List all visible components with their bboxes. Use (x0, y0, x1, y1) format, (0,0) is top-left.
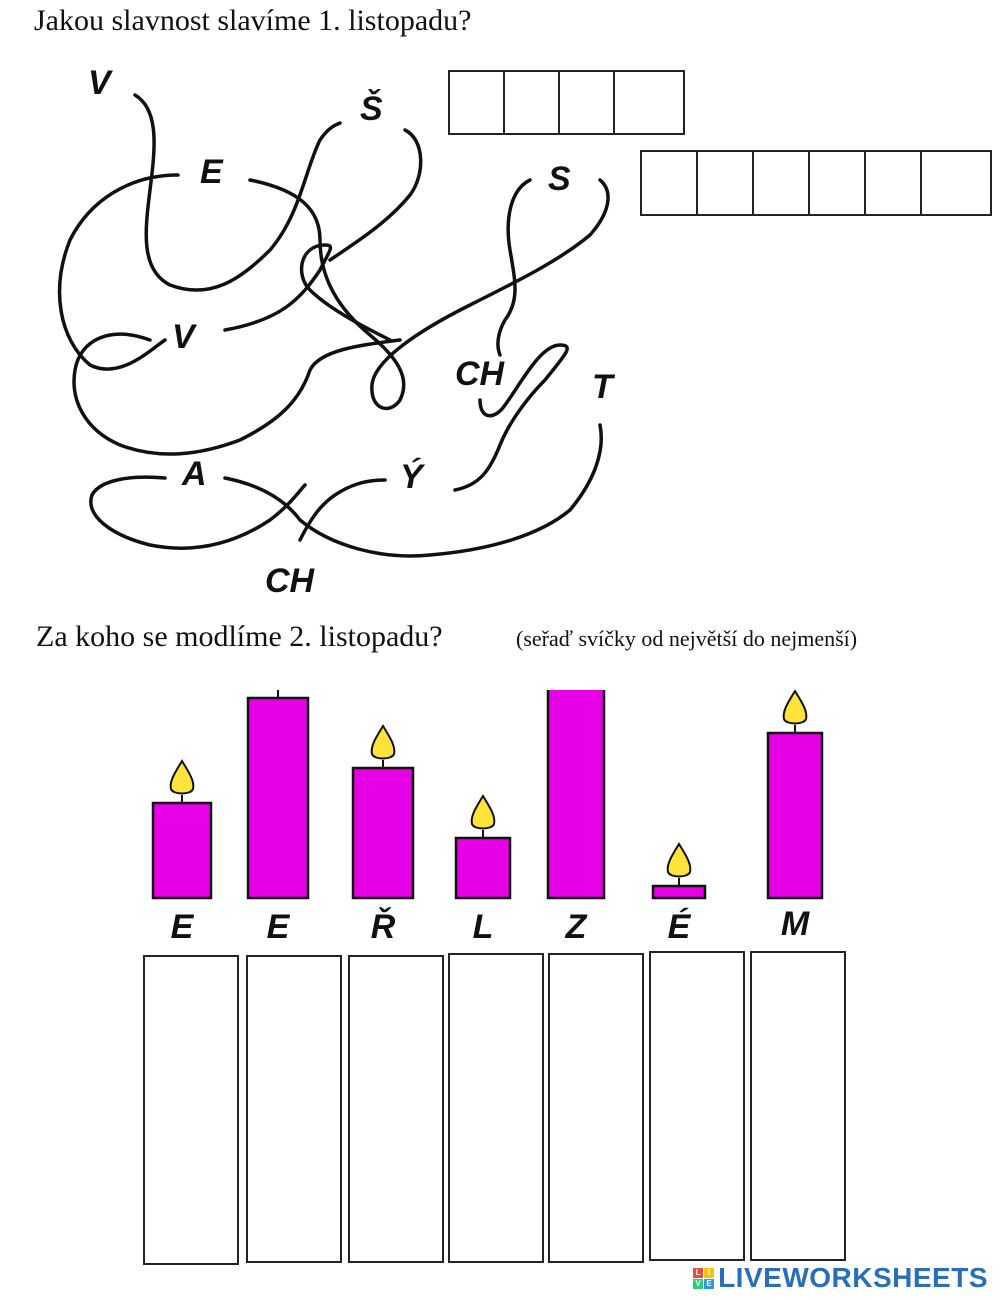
candle-body (248, 698, 308, 898)
maze-letter: Ý (400, 458, 423, 496)
candle-letter: Ř (370, 908, 396, 946)
candle-letter: É (667, 908, 691, 946)
logo-letter: I (704, 1268, 714, 1278)
candle-body (548, 690, 604, 898)
maze-letter: E (200, 153, 223, 191)
candle-body (653, 886, 705, 898)
candle-answer-box[interactable] (750, 951, 846, 1261)
candles-illustration (0, 690, 1000, 920)
answer-word-1-boxes (448, 70, 685, 135)
candle-answer-box[interactable] (348, 955, 444, 1263)
letter-input-box[interactable] (864, 150, 922, 216)
candle (548, 690, 604, 898)
candle-letter: L (472, 908, 494, 946)
candle-flame-icon (668, 844, 691, 877)
letter-input-box[interactable] (920, 150, 992, 216)
maze-letter: Š (360, 90, 383, 128)
candle-body (153, 803, 211, 898)
logo-letter: V (693, 1279, 703, 1289)
candle-body (353, 768, 413, 898)
logo-letter: L (693, 1268, 703, 1278)
candle-letter: Z (565, 908, 587, 946)
candle-body (768, 733, 822, 898)
candle-answer-box[interactable] (649, 951, 745, 1261)
candle-flame-icon (372, 726, 395, 759)
maze-letter: S (548, 160, 571, 198)
question-2-title: Za koho se modlíme 2. listopadu? (36, 620, 443, 653)
candle-body (456, 838, 510, 898)
maze-letter: V (88, 64, 111, 102)
candle (353, 726, 413, 898)
brand-name: LIVEWORKSHEETS (718, 1262, 988, 1293)
candle-answer-box[interactable] (548, 953, 644, 1263)
candle-flame-icon (472, 796, 495, 829)
candle-flame-icon (171, 761, 194, 794)
letter-input-box[interactable] (503, 70, 560, 135)
liveworksheets-logo-icon (693, 1268, 714, 1289)
maze-letter: CH (265, 562, 315, 600)
candle (768, 691, 822, 898)
candle (153, 761, 211, 898)
letter-input-box[interactable] (613, 70, 685, 135)
letter-input-box[interactable] (448, 70, 505, 135)
letter-input-box[interactable] (558, 70, 615, 135)
answer-word-2-boxes (640, 150, 992, 216)
maze-letter: CH (455, 355, 505, 393)
maze-letter: A (182, 455, 207, 493)
candle-answer-box[interactable] (143, 955, 239, 1265)
letter-input-box[interactable] (752, 150, 810, 216)
question-1-title: Jakou slavnost slavíme 1. listopadu? (34, 4, 472, 37)
candle-answer-box[interactable] (246, 955, 342, 1263)
maze-letter: V (172, 318, 195, 356)
question-2-hint: (seřaď svíčky od největší do nejmenší) (516, 626, 858, 651)
candle-letter: E (170, 908, 194, 946)
candle (456, 796, 510, 898)
logo-letter: E (704, 1279, 714, 1289)
letter-input-box[interactable] (696, 150, 754, 216)
candle (248, 690, 308, 898)
letter-input-box[interactable] (640, 150, 698, 216)
candle-letter: M (780, 905, 810, 943)
liveworksheets-brand (693, 1262, 988, 1294)
candle-letter: E (266, 908, 290, 946)
maze-letter: T (592, 368, 613, 406)
candle (653, 844, 705, 898)
letter-input-box[interactable] (808, 150, 866, 216)
candle-flame-icon (784, 691, 807, 724)
candle-answer-box[interactable] (448, 953, 544, 1263)
